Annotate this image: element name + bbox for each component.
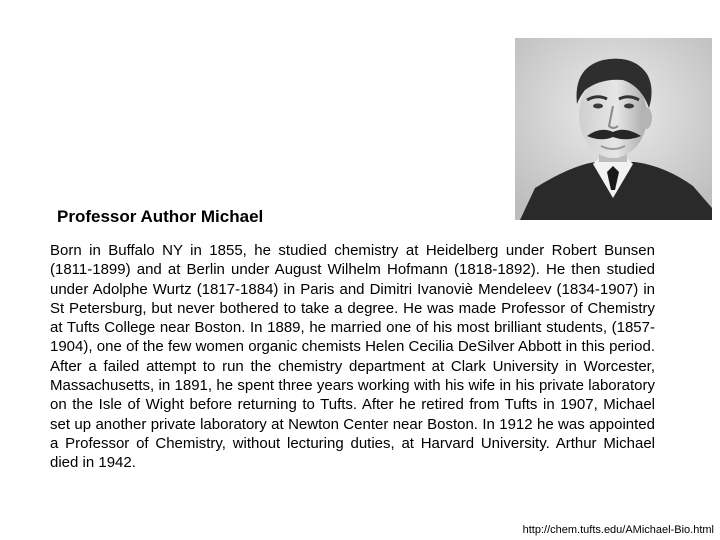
biography-text: Born in Buffalo NY in 1855, he studied chemistry at Heidelberg under Robert Bunsen (1811-1899) and at Berlin under August Wilhelm Hofmann (1818-1892). He then studied under Adolphe Wurtz (1817-1884) in Paris and Dimitri Ivanoviè Mendeleev (1834-1907) in St Petersburg, but never bothered to take a degree. He was made Professor of Chemistry at Tufts College near Boston. In 1889, he married one of his most brilliant students, (1857-1904), one of the few women organic chemists Helen Cecilia DeSilver Abbott in this period. After a failed attempt to run the chemistry department at Clark University in Worcester, Massachusetts, in 1891, he spent three years working with his wife in his private laboratory on the Isle of Wight before returning to Tufts. After he retired from Tufts in 1907, Michael set up another private laboratory at Newton Center near Boston. In 1912 he was appointed a Professor of Chemistry, without lecturing duties, at Harvard University. Arthur Michael died in 1942. — [50, 242, 655, 472]
portrait-photo — [515, 38, 712, 220]
source-link[interactable]: http://chem.tufts.edu/AMichael-Bio.html — [522, 524, 714, 536]
page-title: Professor Author Michael — [57, 207, 264, 226]
